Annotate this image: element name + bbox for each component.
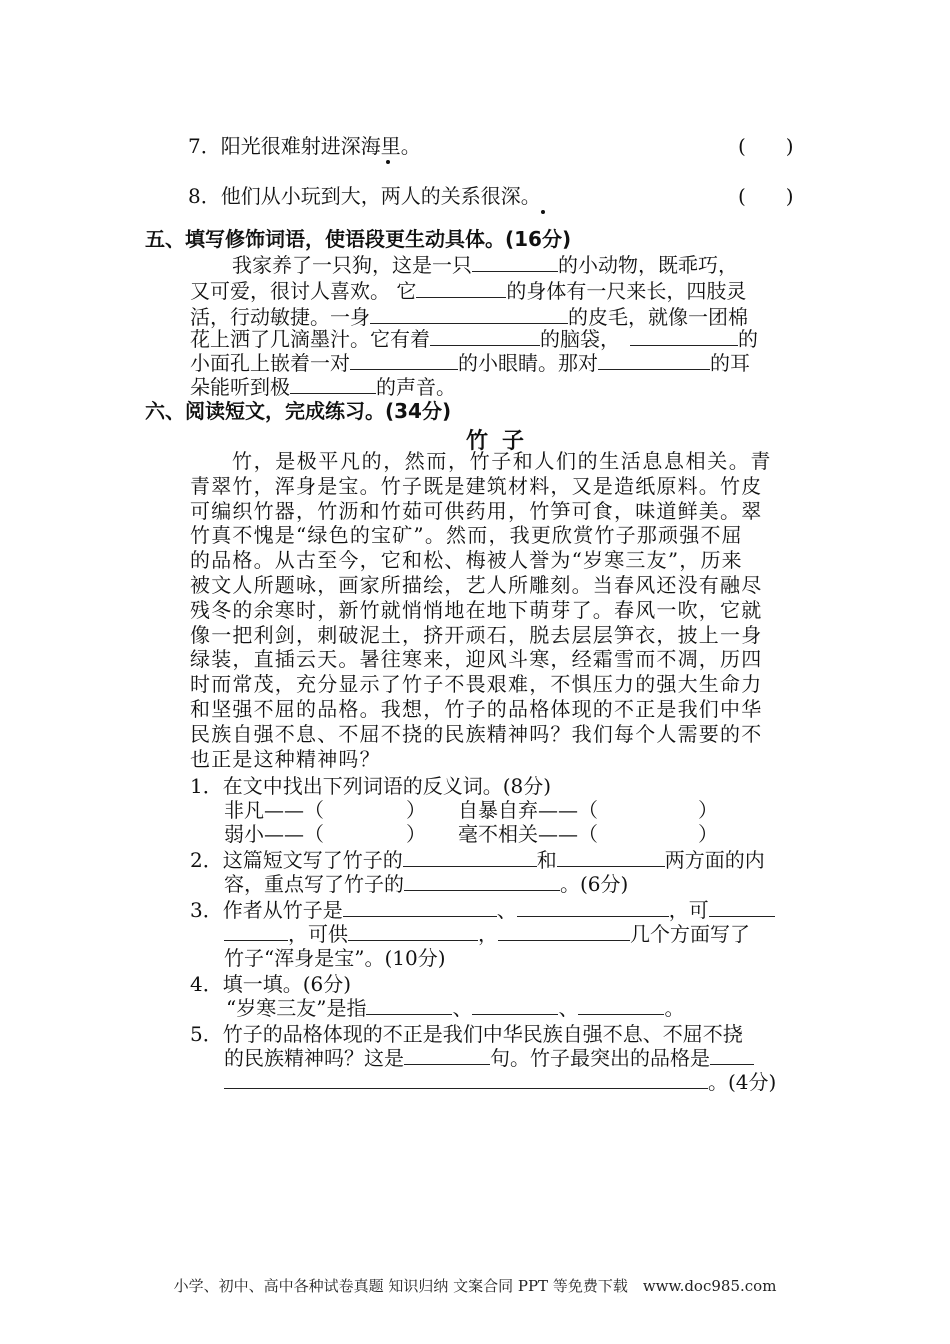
footer: 小学、初中、高中各种试卷真题 知识归纳 文案合同 PPT 等免费下载 www.doc985.com	[173, 1277, 777, 1295]
q1-row1: 非凡——（ ）	[224, 798, 426, 822]
q3-line1: 3．作者从竹子是 、 ，可	[190, 898, 775, 922]
q5-line2: 的民族精神吗？这是 句。竹子最突出的品格是	[224, 1046, 754, 1070]
section5-line3: 活，行动敏捷。一身 的皮毛，就像一团棉	[190, 305, 748, 329]
passage-line: 被文人所题咏，画家所描绘，艺人所雕刻。当春风还没有融尽	[190, 573, 763, 597]
q8-answer-paren: ( )	[738, 184, 794, 208]
q1-row2-right: 毫不相关——（ ）	[458, 822, 718, 846]
section5-heading: 五、填写修饰词语，使语段更生动具体。(16分)	[145, 227, 572, 251]
section5-line1: 我家养了一只狗，这是一只 的小动物，既乖巧，	[232, 253, 738, 277]
passage-line: 民族自强不息、不屈不挠的民族精神吗？我们每个人需要的不	[190, 721, 763, 746]
q3-line3: 竹子“浑身是宝”。(10分)	[224, 946, 446, 970]
emphasis-dot	[541, 210, 545, 214]
passage-line: 和坚强不屈的品格。我想，竹子的品格体现的不正是我们中华	[190, 697, 763, 721]
q7-text: 7．阳光很难射进深海里。	[188, 134, 421, 158]
passage-line: 像一把利剑，刺破泥土，挤开顽石，脱去层层笋衣，披上一身	[190, 622, 763, 647]
section5-line4: 花上洒了几滴墨汁。它有着 的脑袋， 的	[190, 327, 758, 351]
passage-line: 时而常茂，充分显示了竹子不畏艰难，不惧压力的强大生命力	[190, 672, 763, 697]
q8-text: 8．他们从小玩到大，两人的关系很深。	[188, 184, 541, 208]
q5-line1: 5．竹子的品格体现的不正是我们中华民族自强不息、不屈不挠	[190, 1022, 743, 1046]
q1-row2: 弱小——（ ）	[224, 822, 426, 846]
passage-line: 的品格。从古至今，它和松、梅被人誉为“岁寒三友”，历来	[190, 548, 743, 573]
q1-row1-right: 自暴自弃——（ ）	[458, 798, 718, 822]
section5-line5: 小面孔上嵌着一对 的小眼睛。那对 的耳	[190, 351, 750, 375]
q2-line2: 容，重点写了竹子的 。(6分)	[224, 872, 629, 896]
passage-line: 残冬的余寒时，新竹就悄悄地在地下萌芽了。春风一吹，它就	[190, 597, 763, 622]
passage-line: 青翠竹，浑身是宝。竹子既是建筑材料，又是造纸原料。竹皮	[190, 473, 763, 498]
passage-line: 绿装，直插云天。暑往寒来，迎风斗寒，经霜雪而不凋，历四	[190, 647, 763, 672]
q4-prompt: 4．填一填。(6分)	[190, 972, 352, 996]
q2-line1: 2．这篇短文写了竹子的 和 两方面的内	[190, 848, 765, 872]
passage-title: 竹子	[466, 429, 539, 454]
q5-line3: 。(4分)	[224, 1070, 776, 1094]
passage-line: 也正是这种精神吗？	[190, 746, 381, 771]
passage-line: 竹，是极平凡的，然而，竹子和人们的生活息息相关。青	[232, 449, 772, 473]
q7-answer-paren: ( )	[738, 134, 794, 158]
q1-prompt: 1．在文中找出下列词语的反义词。(8分)	[190, 774, 552, 798]
passage-line: 可编织竹器，竹沥和竹茹可供药用，竹笋可食，味道鲜美。翠	[190, 498, 763, 523]
q3-line2: ，可供 ， 几个方面写了	[224, 922, 750, 946]
q4-line: “岁寒三友”是指 、 、 。	[226, 996, 685, 1020]
passage-line: 竹真不愧是“绿色的宝矿”。然而，我更欣赏竹子那顽强不屈	[190, 523, 743, 548]
section5-line2: 又可爱，很讨人喜欢。 它 的身体有一尺来长，四肢灵	[190, 279, 747, 303]
section5-line6: 朵能听到极 的声音。	[190, 375, 456, 399]
section6-heading: 六、阅读短文，完成练习。(34分)	[145, 399, 452, 423]
emphasis-dot	[386, 160, 390, 164]
